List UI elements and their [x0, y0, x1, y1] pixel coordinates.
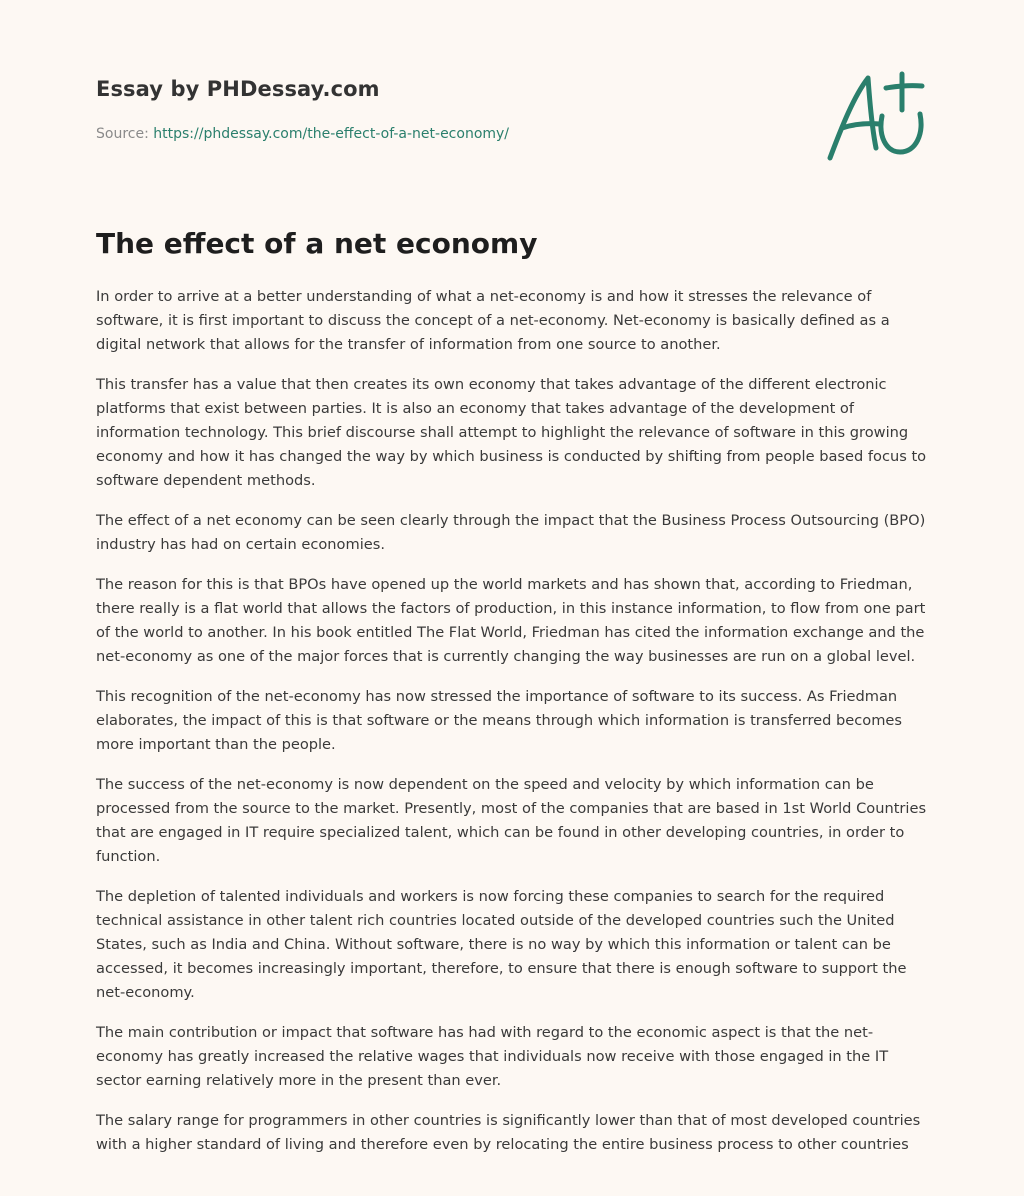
source-label: Source:	[96, 126, 154, 142]
paragraph: The effect of a net economy can be seen clearly through the impact that the Business Process Outsourcing (BPO) industry has had on certain economies.	[96, 512, 926, 553]
a-plus-grade-icon	[820, 66, 930, 166]
paragraph: The salary range for programmers in other countries is significantly lower than that of most developed countries with a higher standard of living and therefore even by relocating the entire business process to other countries	[96, 1112, 921, 1153]
article-title: The effect of a net economy	[96, 227, 538, 260]
paragraph: The main contribution or impact that software has had with regard to the economic aspect is that the net-economy has greatly increased the relative wages that individuals now receive with those engaged in the IT sector earning relatively more in the present than ever.	[96, 1024, 889, 1089]
paragraph: In order to arrive at a better understanding of what a net-economy is and how it stresses the relevance of software, it is first important to discuss the concept of a net-economy. Net-economy is basically defined as a digital network that allows for the transfer of information from one source to another.	[96, 288, 890, 353]
paragraph: This recognition of the net-economy has now stressed the importance of software to its success. As Friedman elaborates, the impact of this is that software or the means through which information is transferred becomes more important than the people.	[96, 688, 903, 753]
source-line	[96, 124, 796, 144]
paragraph: This transfer has a value that then creates its own economy that takes advantage of the different electronic platforms that exist between parties. It is also an economy that takes advantage of the development of information technology. This brief discourse shall attempt to highlight the relevance of software in this growing economy and how it has changed the way by which business is conducted by shifting from people based focus to software dependent methods.	[96, 376, 927, 489]
brand-title: Essay by PHDessay.com	[96, 77, 380, 101]
source-link[interactable]: https://phdessay.com/the-effect-of-a-net-economy/	[153, 126, 510, 142]
paragraph: The depletion of talented individuals and workers is now forcing these companies to search for the required technical assistance in other talent rich countries located outside of the developed countries such the United States, such as India and China. Without software, there is no way by which this information or talent can be accessed, it becomes increasingly important, therefore, to ensure that there is enough software to support the net-economy.	[96, 888, 907, 1001]
page-header	[96, 74, 796, 144]
paragraph: The success of the net-economy is now dependent on the speed and velocity by which information can be processed from the source to the market. Presently, most of the companies that are based in 1st World Countries that are engaged in IT require specialized talent, which can be found in other developing countries, in order to function.	[96, 776, 927, 865]
article-body	[96, 285, 936, 1173]
paragraph: The reason for this is that BPOs have opened up the world markets and has shown that, according to Friedman, there really is a flat world that allows the factors of production, in this instance information, to flow from one part of the world to another. In his book entitled The Flat World, Friedman has cited the information exchange and the net-economy as one of the major forces that is currently changing the way businesses are run on a global level.	[96, 576, 926, 665]
